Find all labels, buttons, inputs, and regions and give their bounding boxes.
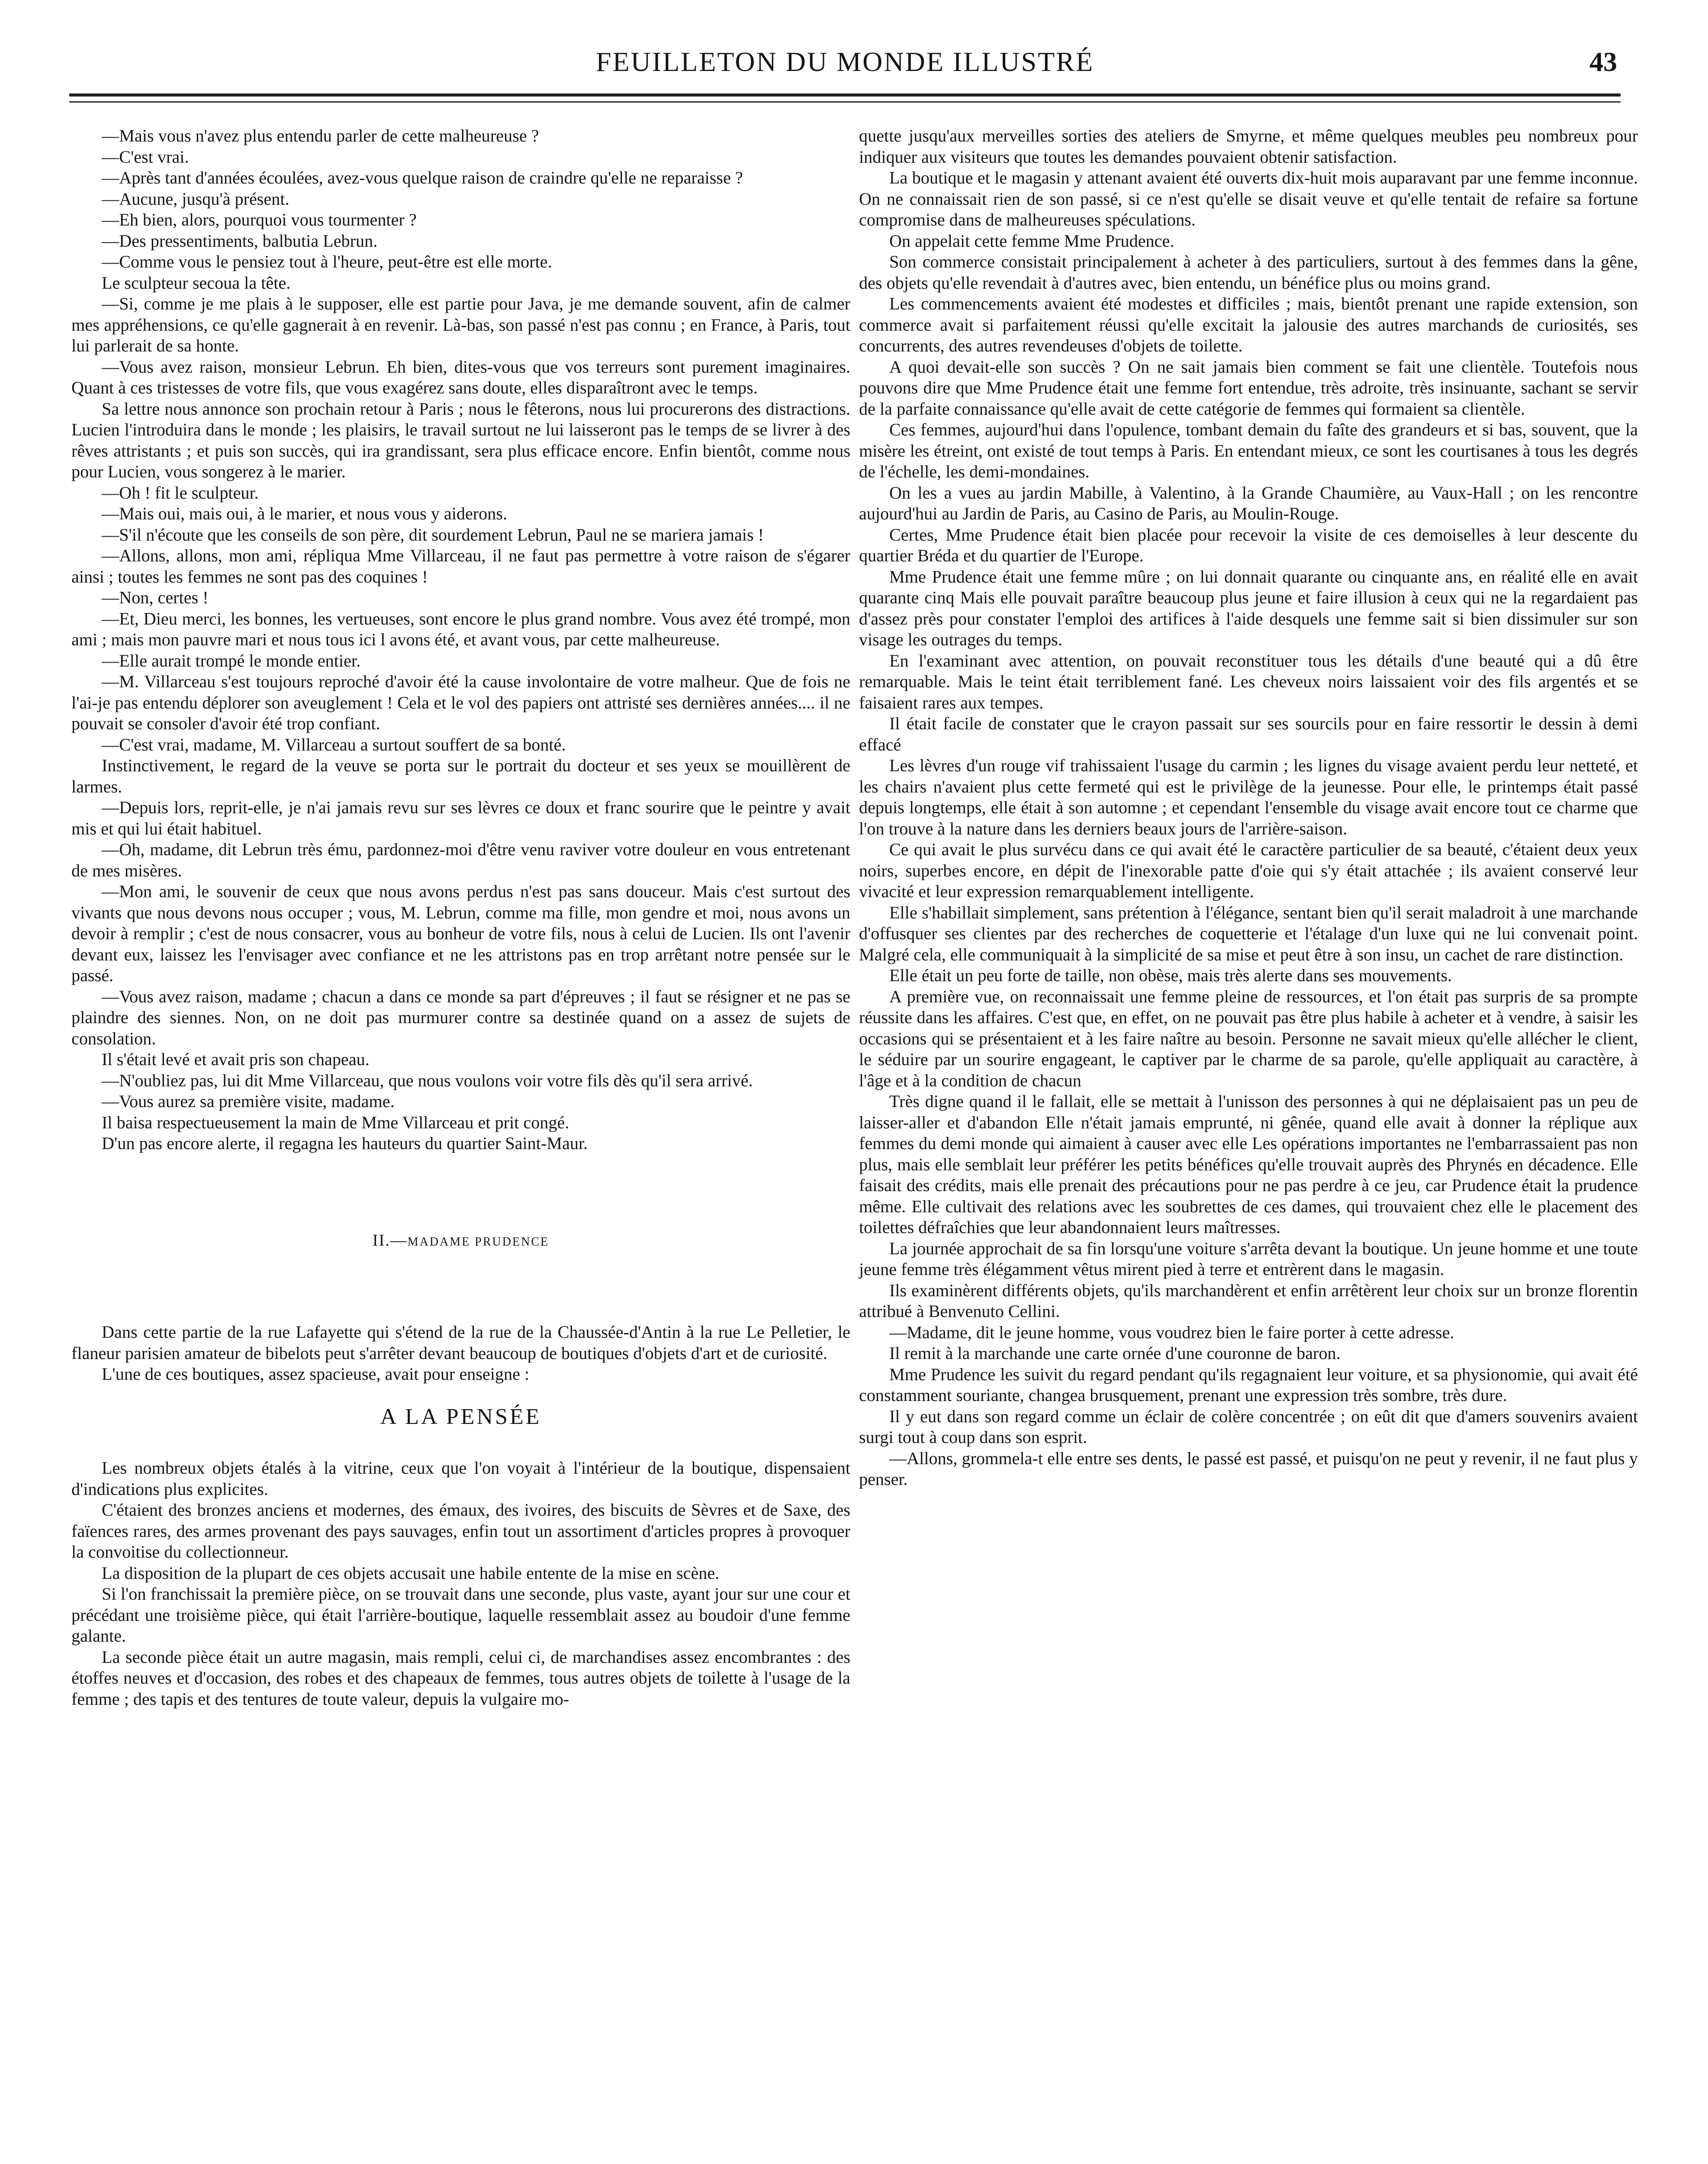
paragraph: L'une de ces boutiques, assez spacieuse, avait pour enseigne :: [102, 1364, 530, 1384]
header-rule-thin: [69, 101, 1621, 103]
paragraph: —M. Villarceau s'est toujours reproché d'avoir été la cause involontaire de votre malheur. Que de fois ne l'ai-je pas entendu déplorer son aveuglement ! Cela et le vol des papiers ont attristé ses dernières années.... il ne pouvait se consoler d'avoir été trop confiant.: [71, 672, 850, 733]
paragraph: —S'il n'écoute que les conseils de son père, dit sourdement Lebrun, Paul ne se mariera jamais !: [102, 525, 764, 544]
header-rule-thick: [69, 93, 1621, 97]
paragraph: —Vous aurez sa première visite, madame.: [102, 1092, 395, 1111]
paragraph: Si l'on franchissait la première pièce, on se trouvait dans une seconde, plus vaste, ayant jour sur une cour et précédant une troisième pièce, qui était l'arrière-boutique, laquelle ressemblait assez au boudoir d'une femme galante.: [71, 1584, 850, 1646]
paragraph: —Aucune, jusqu'à présent.: [102, 189, 289, 209]
paragraph: —Non, certes !: [102, 588, 209, 607]
paragraph: —Et, Dieu merci, les bonnes, les vertueuses, sont encore le plus grand nombre. Vous avez été trompé, mon ami ; mais mon pauvre mari et nous tous ici l avons été, et avant vous, par cette malheureuse.: [71, 609, 850, 649]
paragraph: A quoi devait-elle son succès ? On ne sait jamais bien comment se fait une clientèle. Toutefois nous pouvons dire que Mme Prudence était une femme fort entendue, très adroite, très insinuante, sachant se servir de la parfaite connaissance qu'elle avait de cette catégorie de femmes qui formaient sa clientèle.: [859, 357, 1638, 419]
paragraph: —Mais vous n'avez plus entendu parler de cette malheureuse ?: [102, 126, 539, 145]
paragraph: La disposition de la plupart de ces objets accusait une habile entente de la mise en scène.: [102, 1563, 720, 1583]
paragraph: La journée approchait de sa fin lorsqu'une voiture s'arrêta devant la boutique. Un jeune homme et une toute jeune femme très élégamment vêtus mirent pied à terre et entrèrent dans le magasin.: [859, 1238, 1638, 1279]
paragraph: Instinctivement, le regard de la veuve se porta sur le portrait du docteur et ses yeux se mouillèrent de larmes.: [71, 756, 850, 796]
paragraph: En l'examinant avec attention, on pouvait reconstituer tous les détails d'une beauté qui a dû être remarquable. Mais le teint était terriblement fané. Les cheveux noirs laissaient voir des fils argentés et se faisaient rares aux tempes.: [859, 650, 1638, 712]
paragraph: Les commencements avaient été modestes et difficiles ; mais, bientôt prenant une rapide extension, son commerce avait si parfaitement réussi qu'elle excitait la jalousie des autres marchands de curiosités, ses concurrents, des autres revendeuses d'objets de toilette.: [859, 294, 1638, 355]
paragraph: —Si, comme je me plais à le supposer, elle est partie pour Java, je me demande souvent, afin de calmer mes appréhensions, ce qu'elle gagnerait à en revenir. Là-bas, son passé n'est pas connu ; en France, à Paris, tout lui parlerait de sa honte.: [71, 294, 850, 355]
paragraph: —Depuis lors, reprit-elle, je n'ai jamais revu sur ses lèvres ce doux et franc sourire que le peintre y avait mis et qui lui était habituel.: [71, 798, 850, 838]
shop-sign: A LA PENSÉE: [380, 1404, 542, 1429]
paragraph: —Mon ami, le souvenir de ceux que nous avons perdus n'est pas sans douceur. Mais c'est surtout des vivants que nous devons nous occuper ; vous, M. Lebrun, comme ma fille, mon gendre et moi, nous avons un devoir à remplir ; c'est de nous consacrer, vous au bonheur de votre fils, nous à celui de Lucien. Ils ont l'avenir devant eux, laissez les l'envisager avec confiance et ne les attristons pas en trop arrêtant notre pensée sur le passé.: [71, 882, 850, 985]
paragraph: Mme Prudence était une femme mûre ; on lui donnait quarante ou cinquante ans, en réalité elle en avait quarante cinq Mais elle pouvait paraître beaucoup plus jeune et faire illusion à ceux qui ne la regardaient pas d'assez près pour constater l'emploi des artifices à l'aide desquels une femme sait si bien dissimuler sur son visage les outrages du temps.: [859, 567, 1638, 649]
paragraph: Ils examinèrent différents objets, qu'ils marchandèrent et enfin arrêtèrent leur choix sur un bronze florentin attribué à Benvenuto Cellini.: [859, 1280, 1638, 1321]
paragraph: —Madame, dit le jeune homme, vous voudrez bien le faire porter à cette adresse.: [889, 1322, 1454, 1342]
paragraph: —Allons, grommela-t elle entre ses dents, le passé est passé, et puisqu'on ne peut y revenir, il ne faut plus y penser.: [859, 1448, 1638, 1489]
paragraph: Il s'était levé et avait pris son chapeau.: [102, 1050, 370, 1069]
paragraph: D'un pas encore alerte, il regagna les hauteurs du quartier Saint-Maur.: [102, 1134, 588, 1153]
paragraph: —C'est vrai.: [102, 147, 189, 167]
paragraph: La seconde pièce était un autre magasin, mais rempli, celui ci, de marchandises assez encombrantes : des étoffes neuves et d'occasion, des robes et des chapeaux de femmes, tous autres objets de toilette à l'usage de la femme ; des tapis et des tentures de toute valeur, depuis la vulgaire mo-: [71, 1647, 850, 1709]
paragraph: A première vue, on reconnaissait une femme pleine de ressources, et l'on était pas surpris de sa prompte réussite dans les affaires. C'est que, en effet, on ne pouvait pas être plus habile à acheter et à vendre, à saisir les occasions qui se présentaient et à les faire naître au besoin. Personne ne savait mieux qu'elle allécher le client, le séduire par un sourire engageant, le captiver par le charme de sa parole, qu'elle appliquait au caractère, à l'âge et à la condition de chacun: [859, 986, 1638, 1090]
left-text-block-3: [71, 1458, 850, 1710]
left-text-block-2: [71, 1322, 850, 1385]
paragraph: —Allons, allons, mon ami, répliqua Mme Villarceau, il ne faut pas permettre à votre raison de s'égarer ainsi ; toutes les femmes ne sont pas des coquines !: [71, 546, 850, 586]
left-text-block: [71, 126, 850, 1154]
paragraph: —Oh ! fit le sculpteur.: [102, 483, 259, 502]
paragraph: Il baisa respectueusement la main de Mme Villarceau et prit congé.: [102, 1112, 569, 1132]
paragraph: —Des pressentiments, balbutia Lebrun.: [102, 231, 378, 251]
paragraph: —Vous avez raison, madame ; chacun a dans ce monde sa part d'épreuves ; il faut se résigner et ne pas se plaindre des siennes. Non, on ne doit pas murmurer contre sa destinée quand on a assez de sujets de consolation.: [71, 986, 850, 1048]
paragraph: Elle s'habillait simplement, sans prétention à l'élégance, sentant bien qu'il serait maladroit à une marchande d'offusquer ses clientes par des recherches de coquetterie et l'étalage d'un luxe qui ne lui convenait point. Malgré cela, elle communiquait à la simplicité de sa mise et peut être à son insu, un cachet de rare distinction.: [859, 902, 1638, 964]
paragraph: Les lèvres d'un rouge vif trahissaient l'usage du carmin ; les lignes du visage avaient perdu leur netteté, et les chairs n'avaient plus cette fermeté qui est le privilège de la jeunesse. Pour elle, le printemps était passé depuis longtemps, elle était à son automne ; et cependant l'ensemble du visage avait encore tout ce charme que l'on trouve à la nature dans les derniers beaux jours de l'arrière-saison.: [859, 756, 1638, 838]
paragraph: —Mais oui, mais oui, à le marier, et nous vous y aiderons.: [102, 504, 508, 523]
paragraph: C'étaient des bronzes anciens et modernes, des émaux, des ivoires, des biscuits de Sèvres et de Saxe, des faïences rares, des armes provenant des pays sauvages, enfin tout un assortiment d'articles propres à provoquer la convoitise du collectionneur.: [71, 1500, 850, 1562]
paragraph: Il remit à la marchande une carte ornée d'une couronne de baron.: [889, 1343, 1341, 1363]
paragraph: Sa lettre nous annonce son prochain retour à Paris ; nous le fêterons, nous lui procurerons des distractions. Lucien l'introduira dans le monde ; les plaisirs, le travail surtout ne lui laisseront pas le temps de se livrer à des rêves attristants ; et puis son succès, qui ira grandissant, sera plus efficace encore. Enfin bientôt, comme nous pour Lucien, vous songerez à le marier.: [71, 399, 850, 481]
paragraph: Son commerce consistait principalement à acheter à des particuliers, surtout à des femmes dans la gêne, des objets qu'elle revendait à d'autres avec, bien entendu, un bénéfice plus ou moins grand.: [859, 252, 1638, 293]
paragraph: Ce qui avait le plus survécu dans ce qui avait été le caractère particulier de sa beauté, c'étaient deux yeux noirs, superbes encore, en dépit de l'inexorable patte d'oie qui s'y était attachée ; ils avaient conservé leur vivacité et leur expression remarquablement intelligente.: [859, 840, 1638, 901]
paragraph: On appelait cette femme Mme Prudence.: [889, 231, 1174, 251]
page-header: [69, 38, 1621, 107]
paragraph: Très digne quand il le fallait, elle se mettait à l'unisson des personnes à qui ne déplaisaient pas un peu de laisser-aller et d'abandon Elle n'était jamais emprunté, ni gênée, quand elle avait à donner la réplique aux femmes du demi monde qui aimaient à causer avec elle Les opérations importantes ne l'embarrassaient pas non plus, mais elle semblait leur préférer les petits bénéfices qu'elle trouvait auprès des Phrynés en décadence. Elle faisait des crédits, mais elle prenait des précautions pour ne pas perdre à ce jeu, car Prudence était la prudence même. Elle cultivait des relations avec les soubrettes de ces dames, qui trouvaient chez elle le placement des toilettes défraîchies que leur abandonnaient leurs maîtresses.: [859, 1092, 1638, 1237]
paragraph: —Comme vous le pensiez tout à l'heure, peut-être est elle morte.: [102, 252, 552, 271]
paragraph: —Oh, madame, dit Lebrun très ému, pardonnez-moi d'être venu raviver votre douleur en vous entretenant de mes misères.: [71, 840, 850, 880]
paragraph: —C'est vrai, madame, M. Villarceau a surtout souffert de sa bonté.: [102, 734, 566, 754]
section-title: MADAME PRUDENCE: [407, 1235, 550, 1249]
paragraph: Il y eut dans son regard comme un éclair de colère concentrée ; on eût dit que d'amers souvenirs avaient surgi tout à coup dans son esprit.: [859, 1406, 1638, 1447]
paragraph: On les a vues au jardin Mabille, à Valentino, à la Grande Chaumière, au Vaux-Hall ; on les rencontre aujourd'hui au Jardin de Paris, au Casino de Paris, au Moulin-Rouge.: [859, 483, 1638, 523]
paragraph: Dans cette partie de la rue Lafayette qui s'étend de la rue de la Chaussée-d'Antin à la rue Le Pelletier, le flaneur parisien amateur de bibelots peut s'arrêter devant beaucoup de boutiques d'objets d'art et de curiosité.: [71, 1322, 850, 1363]
paragraph: quette jusqu'aux merveilles sorties des ateliers de Smyrne, et même quelques meubles peu nombreux pour indiquer aux visiteurs que toutes les demandes pouvaient obtenir satisfaction.: [859, 126, 1638, 167]
paragraph: Certes, Mme Prudence était bien placée pour recevoir la visite de ces demoiselles à leur descente du quartier Bréda et du quartier de l'Europe.: [859, 525, 1638, 565]
paragraph: Il était facile de constater que le crayon passait sur ses sourcils pour en faire ressortir le dessin à demi effacé: [859, 714, 1638, 754]
paragraph: —Vous avez raison, monsieur Lebrun. Eh bien, dites-vous que vos terreurs sont purement imaginaires. Quant à ces tristesses de votre fils, que vous exagérez sans doute, elles disparaîtront avec le temps.: [71, 357, 850, 397]
page-number: 43: [1589, 46, 1617, 77]
paragraph: Les nombreux objets étalés à la vitrine, ceux que l'on voyait à l'intérieur de la boutique, dispensaient d'indications plus explicites.: [71, 1458, 850, 1499]
paragraph: —Eh bien, alors, pourquoi vous tourmenter ?: [102, 210, 417, 229]
paragraph: Elle était un peu forte de taille, non obèse, mais très alerte dans ses mouvements.: [889, 966, 1452, 985]
paragraph: La boutique et le magasin y attenant avaient été ouverts dix-huit mois auparavant par une femme inconnue. On ne connaissait rien de son passé, si ce n'est qu'elle se disait veuve et qu'elle tentait de refaire sa fortune compromise dans de malheureuses spéculations.: [859, 168, 1638, 229]
right-column: [859, 126, 1638, 1490]
paragraph: —Après tant d'années écoulées, avez-vous quelque raison de craindre qu'elle ne reparaisse ?: [102, 168, 743, 187]
feuilleton-title: FEUILLETON DU MONDE ILLUSTRÉ: [595, 46, 1094, 77]
paragraph: —N'oubliez pas, lui dit Mme Villarceau, que nous voulons voir votre fils dès qu'il sera arrivé.: [102, 1070, 753, 1090]
paragraph: Le sculpteur secoua la tête.: [102, 273, 291, 293]
left-column: [71, 126, 850, 1710]
paragraph: Mme Prudence les suivit du regard pendant qu'ils regagnaient leur voiture, et sa physionomie, qui avait été constamment souriante, changea brusquement, prenant une expression très sombre, très dure.: [859, 1364, 1638, 1405]
section-heading: [71, 1230, 850, 1253]
paragraph: Ces femmes, aujourd'hui dans l'opulence, tombant demain du faîte des grandeurs et si bas, souvent, que la misère les étreint, ont existé de tout temps à Paris. En entendant mieux, ce sont les courtisanes à tous les degrés de l'échelle, les demi-mondaines.: [859, 420, 1638, 481]
section-number: II.—: [372, 1231, 408, 1249]
paragraph: —Elle aurait trompé le monde entier.: [102, 650, 361, 670]
